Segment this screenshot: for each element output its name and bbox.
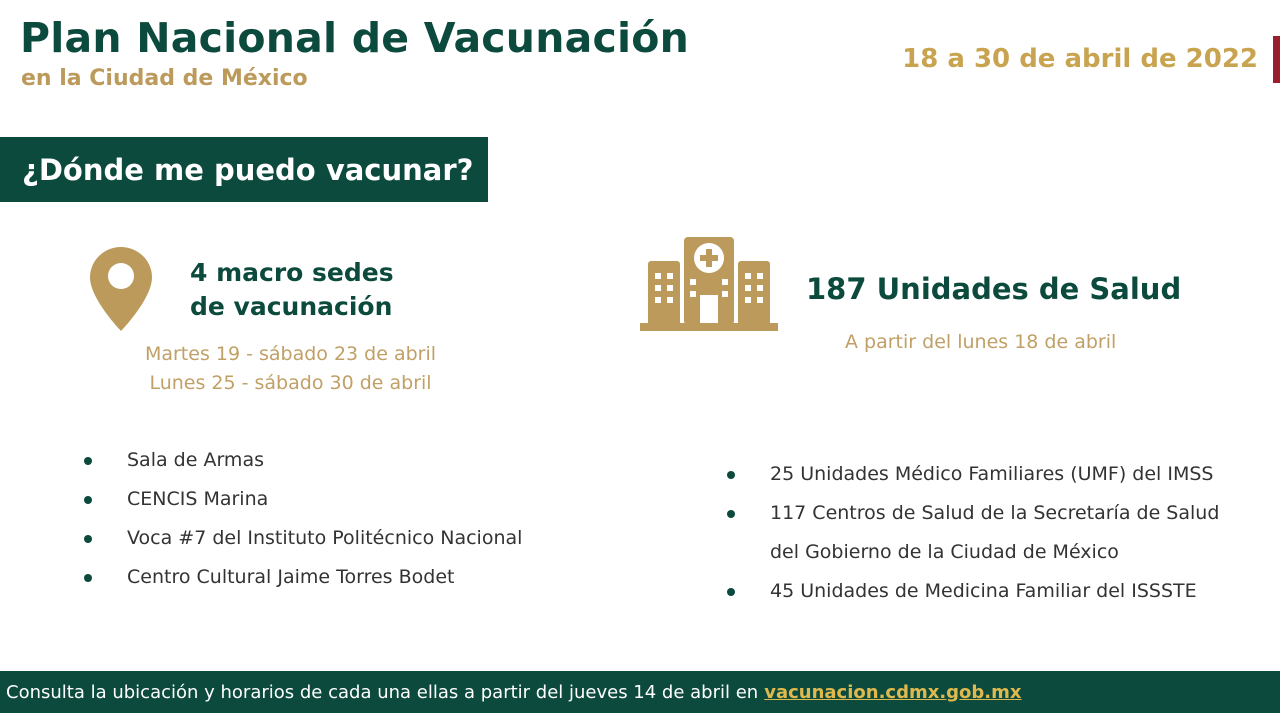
- list-item: Centro Cultural Jaime Torres Bodet: [127, 558, 522, 597]
- footer-text: Consulta la ubicación y horarios de cada una ellas a partir del jueves 14 de abril en: [6, 681, 759, 703]
- date-range: 18 a 30 de abril de 2022: [902, 44, 1258, 74]
- list-item: 45 Unidades de Medicina Familiar del ISSSTE: [770, 572, 1219, 611]
- footer-bar: [0, 671, 1280, 713]
- unidades-salud-subtitle: A partir del lunes 18 de abril: [845, 331, 1117, 353]
- accent-edge-bar: [1273, 36, 1280, 83]
- list-item: Sala de Armas: [127, 441, 522, 480]
- list-item: CENCIS Marina: [127, 480, 522, 519]
- section-heading: ¿Dónde me puedo vacunar?: [22, 152, 474, 187]
- macro-sedes-dates-line2: Lunes 25 - sábado 30 de abril: [149, 372, 432, 394]
- hospital-icon: [640, 237, 778, 331]
- macro-sedes-title-line1: 4 macro sedes: [190, 258, 394, 287]
- vacunacion-site-link[interactable]: vacunacion.cdmx.gob.mx: [764, 681, 1022, 703]
- macro-sedes-title: [190, 256, 394, 324]
- macro-sedes-list: [127, 441, 522, 597]
- section-banner: [0, 137, 488, 202]
- list-item: 25 Unidades Médico Familiares (UMF) del IMSS: [770, 455, 1219, 494]
- macro-sedes-dates-line1: Martes 19 - sábado 23 de abril: [144, 343, 437, 365]
- list-item: Voca #7 del Instituto Politécnico Nacional: [127, 519, 522, 558]
- location-pin-icon: [90, 247, 152, 331]
- page-title: Plan Nacional de Vacunación: [20, 14, 689, 62]
- macro-sedes-dates: [133, 340, 448, 398]
- macro-sedes-title-line2: de vacunación: [190, 292, 393, 321]
- page-subtitle: en la Ciudad de México: [21, 66, 308, 91]
- list-item-continuation: del Gobierno de la Ciudad de México: [770, 541, 1119, 563]
- list-item: 117 Centros de Salud de la Secretaría de Salud: [770, 494, 1219, 533]
- unidades-salud-title: 187 Unidades de Salud: [806, 272, 1182, 306]
- unidades-salud-list: [770, 455, 1219, 611]
